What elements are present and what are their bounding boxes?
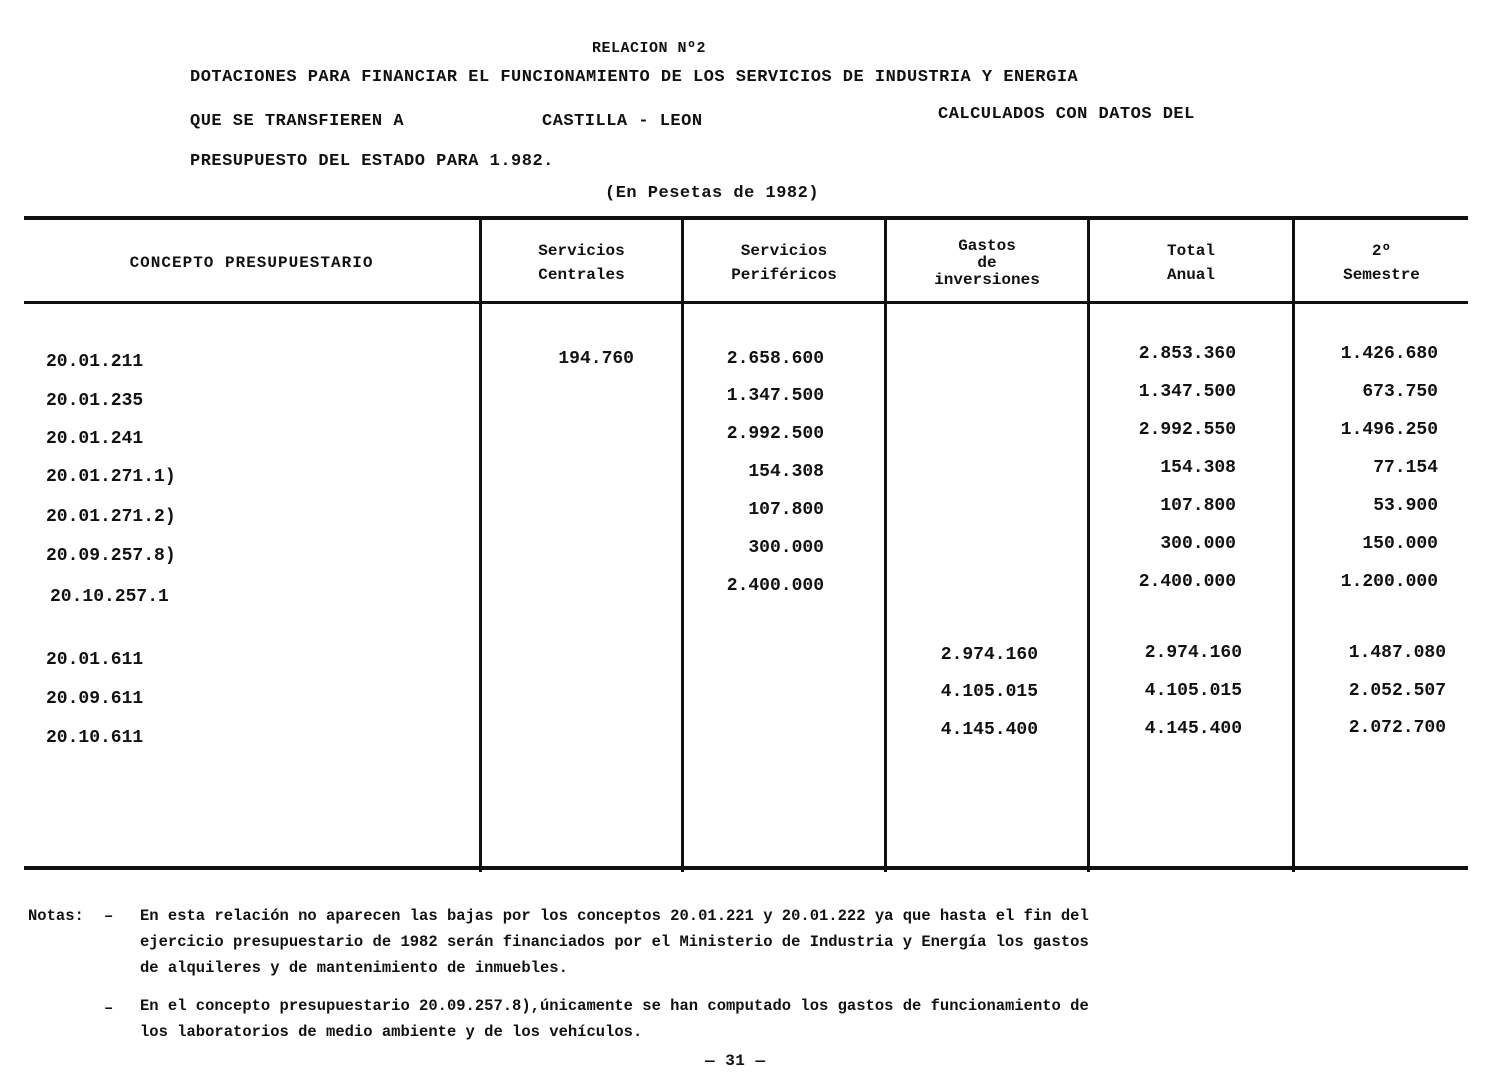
row-perifericos: 2.658.600 [726, 349, 824, 369]
row-concepto: 20.01.235 [46, 391, 144, 411]
row-concepto: 20.09.257.8) [46, 546, 176, 566]
row-concepto: 20.01.611 [46, 650, 144, 670]
document-title-line2-a: QUE SE TRANSFIEREN A [190, 112, 405, 131]
row-semestre: 2.052.507 [1348, 681, 1446, 701]
row-concepto: 20.10.257.1 [50, 587, 169, 607]
header-concepto-label: CONCEPTO PRESUPUESTARIO [129, 254, 374, 272]
header-total-line2: Anual [1166, 266, 1215, 284]
note-2-line-1: En el concepto presupuestario 20.09.257.8),únicamente se han computado los gastos de funcionamiento de [140, 997, 1089, 1015]
row-total: 2.974.160 [1144, 643, 1242, 663]
row-total: 4.105.015 [1144, 681, 1242, 701]
header-gastos-line2: de [977, 253, 997, 272]
column-divider-1 [479, 216, 482, 872]
column-divider-3 [884, 216, 887, 872]
row-concepto: 20.10.611 [46, 728, 144, 748]
relacion-heading: RELACION Nº2 [592, 40, 707, 57]
row-semestre: 1.200.000 [1340, 572, 1438, 592]
row-semestre: 53.900 [1373, 496, 1438, 516]
header-semestre-line2: Semestre [1343, 266, 1420, 284]
row-semestre: 1.426.680 [1340, 344, 1438, 364]
row-perifericos: 1.347.500 [726, 386, 824, 406]
notes-label-text: Notas [28, 907, 75, 925]
row-inversiones: 4.145.400 [940, 720, 1038, 740]
row-centrales: 194.760 [558, 349, 634, 369]
header-perifericos-line1: Servicios [740, 242, 828, 260]
row-inversiones: 4.105.015 [940, 682, 1038, 702]
column-divider-4 [1087, 216, 1090, 872]
row-concepto: 20.09.611 [46, 689, 144, 709]
row-semestre: 77.154 [1373, 458, 1438, 478]
note-dash-1: – [104, 907, 114, 925]
note-2-line-2: los laboratorios de medio ambiente y de los vehículos. [140, 1023, 643, 1041]
notes-label-colon: : [74, 907, 84, 925]
header-total-anual [1090, 228, 1292, 298]
header-concepto [24, 228, 479, 298]
row-total: 107.800 [1160, 496, 1236, 516]
row-total: 2.400.000 [1138, 572, 1236, 592]
row-concepto: 20.01.241 [46, 429, 144, 449]
header-centrales-line2: Centrales [538, 266, 625, 284]
row-total: 4.145.400 [1144, 719, 1242, 739]
row-semestre: 673.750 [1362, 382, 1438, 402]
row-concepto: 20.01.271.1) [46, 467, 176, 487]
row-total: 154.308 [1160, 458, 1236, 478]
note-1-line-3: de alquileres y de mantenimiento de inmuebles. [140, 959, 568, 977]
document-title-line2-c: CALCULADOS CON DATOS DEL [938, 105, 1195, 124]
table-header-rule [24, 301, 1468, 304]
header-perifericos-line2: Periféricos [731, 266, 837, 284]
row-semestre: 2.072.700 [1348, 718, 1446, 738]
row-semestre: 150.000 [1362, 534, 1438, 554]
header-servicios-perifericos [684, 228, 884, 298]
row-concepto: 20.01.211 [46, 352, 144, 372]
row-total: 2.853.360 [1138, 344, 1236, 364]
document-title-region: CASTILLA - LEON [542, 112, 703, 131]
note-dash-2: – [104, 999, 114, 1017]
row-perifericos: 107.800 [748, 500, 824, 520]
row-semestre: 1.496.250 [1340, 420, 1438, 440]
header-semestre-line1: 2º [1371, 242, 1392, 260]
row-total: 1.347.500 [1138, 382, 1236, 402]
header-centrales-line1: Servicios [538, 242, 625, 260]
row-perifericos: 154.308 [748, 462, 824, 482]
header-gastos-line3: inversiones [934, 270, 1040, 289]
document-title-line1: DOTACIONES PARA FINANCIAR EL FUNCIONAMIENTO DE LOS SERVICIOS DE INDUSTRIA Y ENERGIA [190, 68, 1079, 87]
notes-label [28, 903, 84, 929]
row-perifericos: 300.000 [748, 538, 824, 558]
table-bottom-rule [24, 866, 1468, 870]
note-1-line-2: ejercicio presupuestario de 1982 serán financiados por el Ministerio de Industria y Energía los gastos [140, 933, 1089, 951]
row-inversiones: 2.974.160 [940, 645, 1038, 665]
header-servicios-centrales [482, 228, 681, 298]
column-divider-2 [681, 216, 684, 872]
row-total: 2.992.550 [1138, 420, 1236, 440]
header-gastos-inversiones [887, 228, 1087, 298]
row-concepto: 20.01.271.2) [46, 507, 176, 527]
page-number: — 31 — [705, 1052, 766, 1070]
header-gastos-line1: Gastos [958, 236, 1016, 255]
note-1-line-1: En esta relación no aparecen las bajas por los conceptos 20.01.221 y 20.01.222 ya que hasta el fin del [140, 907, 1089, 925]
header-segundo-semestre [1295, 228, 1468, 298]
row-semestre: 1.487.080 [1348, 643, 1446, 663]
table-top-rule [24, 216, 1468, 220]
column-divider-5 [1292, 216, 1295, 872]
units-caption: (En Pesetas de 1982) [605, 184, 820, 203]
row-perifericos: 2.400.000 [726, 576, 824, 596]
row-total: 300.000 [1160, 534, 1236, 554]
header-total-line1: Total [1166, 242, 1215, 260]
row-perifericos: 2.992.500 [726, 424, 824, 444]
document-title-line3: PRESUPUESTO DEL ESTADO PARA 1.982. [190, 152, 554, 171]
